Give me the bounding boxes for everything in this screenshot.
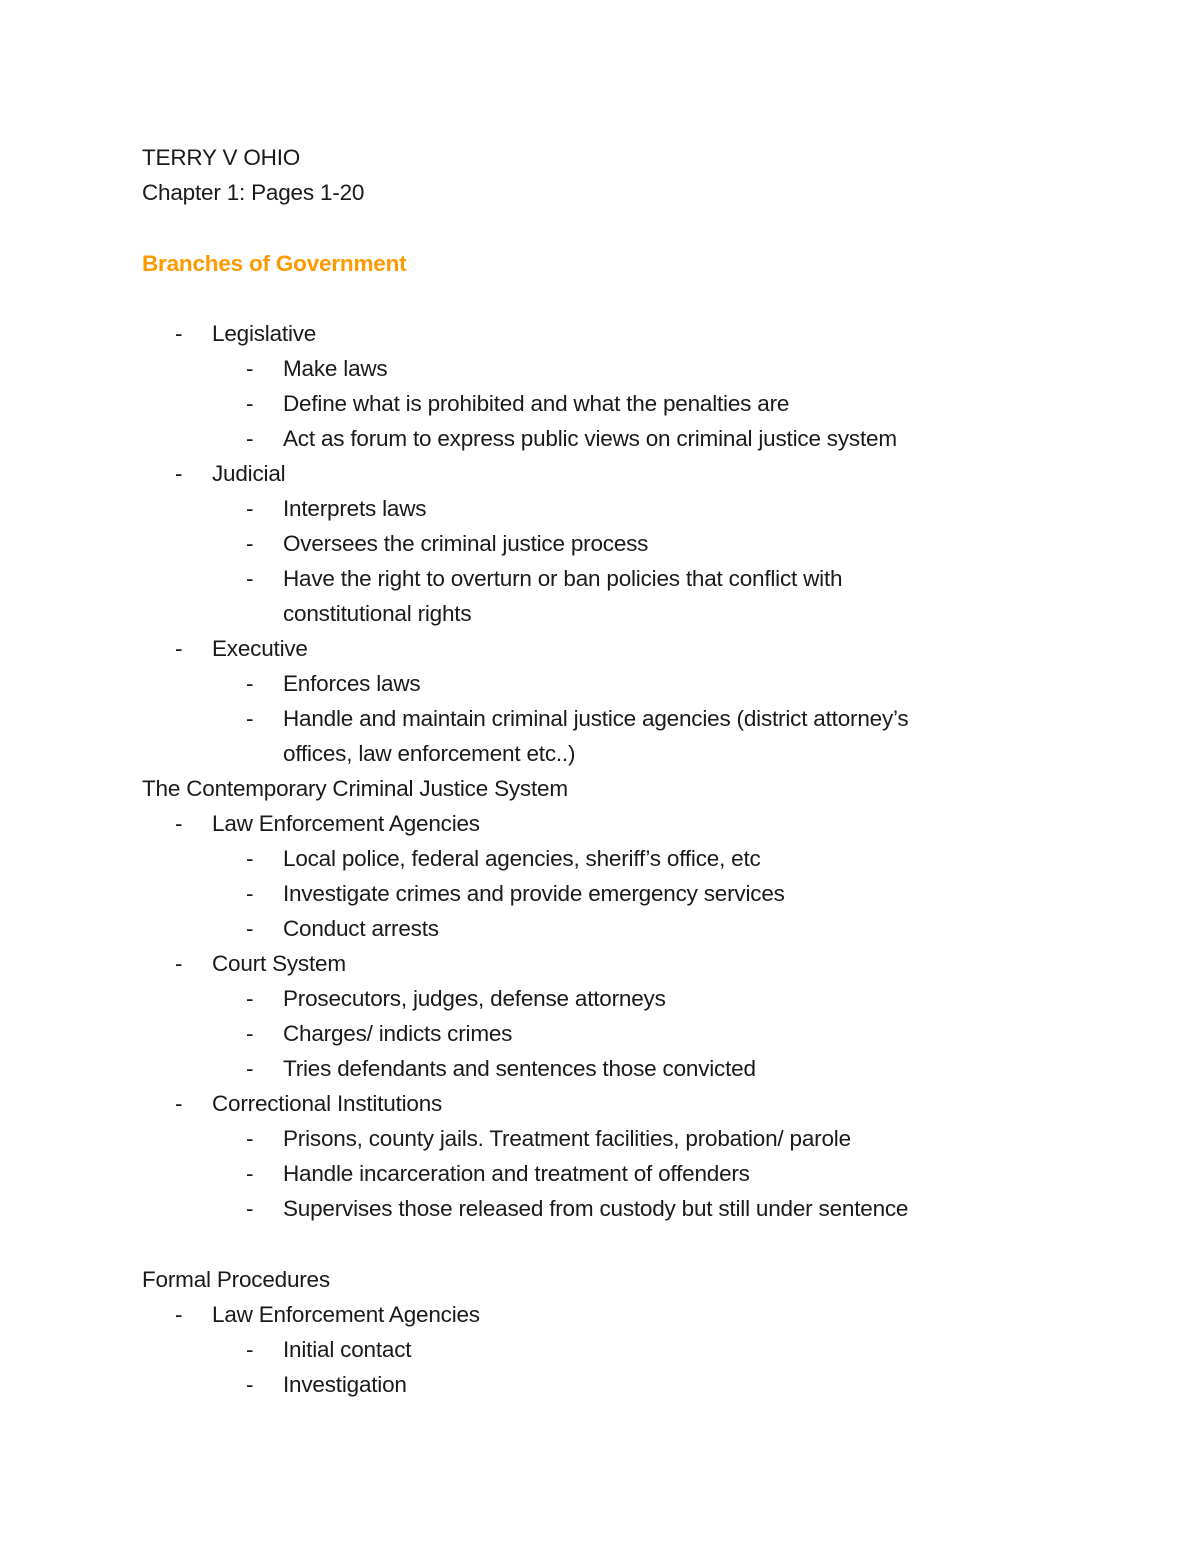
section-heading-contemporary: The Contemporary Criminal Justice System (142, 776, 568, 801)
bullet-dash: - (246, 1337, 254, 1362)
bullet-dash: - (246, 426, 254, 451)
list-subitem-text: Have the right to overturn or ban policies that conflict with (283, 566, 843, 591)
bullet-dash: - (246, 1126, 254, 1151)
bullet-dash: - (175, 321, 183, 346)
document-title: TERRY V OHIO (142, 145, 301, 170)
bullet-dash: - (246, 706, 254, 731)
list-subitem-text: Handle and maintain criminal justice agencies (district attorney’s (283, 706, 909, 731)
list-item-label: Correctional Institutions (212, 1091, 443, 1116)
bullet-dash: - (175, 951, 183, 976)
bullet-dash: - (246, 531, 254, 556)
bullet-dash: - (246, 986, 254, 1011)
list-subitem-text: Enforces laws (283, 671, 421, 696)
list-subitem-text: Tries defendants and sentences those convicted (283, 1056, 756, 1081)
list-item-label: Law Enforcement Agencies (212, 1302, 480, 1327)
bullet-dash: - (175, 461, 183, 486)
bullet-dash: - (246, 1021, 254, 1046)
bullet-dash: - (175, 811, 183, 836)
bullet-dash: - (246, 846, 254, 871)
bullet-dash: - (246, 1372, 254, 1397)
bullet-dash: - (246, 566, 254, 591)
bullet-dash: - (246, 1056, 254, 1081)
list-subitem-text: Local police, federal agencies, sheriff’s office, etc (283, 846, 761, 871)
bullet-dash: - (246, 496, 254, 521)
list-subitem-text: Define what is prohibited and what the penalties are (283, 391, 790, 416)
list-item-label: Legislative (212, 321, 317, 346)
list-subitem-text: Investigation (283, 1372, 407, 1397)
list-item-label: Judicial (212, 461, 286, 486)
document-subtitle: Chapter 1: Pages 1-20 (142, 180, 365, 205)
list-subitem-text: Make laws (283, 356, 388, 381)
list-subitem-continuation: constitutional rights (283, 601, 472, 626)
bullet-dash: - (246, 916, 254, 941)
list-subitem-text: Interprets laws (283, 496, 427, 521)
bullet-dash: - (175, 1091, 183, 1116)
bullet-dash: - (246, 1196, 254, 1221)
bullet-dash: - (246, 391, 254, 416)
list-subitem-text: Prosecutors, judges, defense attorneys (283, 986, 666, 1011)
bullet-dash: - (246, 356, 254, 381)
list-subitem-text: Supervises those released from custody but still under sentence (283, 1196, 909, 1221)
list-subitem-text: Charges/ indicts crimes (283, 1021, 513, 1046)
list-subitem-text: Conduct arrests (283, 916, 439, 941)
list-subitem-text: Handle incarceration and treatment of offenders (283, 1161, 750, 1186)
list-subitem-text: Act as forum to express public views on criminal justice system (283, 426, 897, 451)
list-item-label: Executive (212, 636, 308, 661)
bullet-dash: - (175, 1302, 183, 1327)
bullet-dash: - (246, 1161, 254, 1186)
list-subitem-text: Investigate crimes and provide emergency services (283, 881, 785, 906)
list-subitem-continuation: offices, law enforcement etc..) (283, 741, 576, 766)
list-item-label: Court System (212, 951, 346, 976)
list-subitem-text: Oversees the criminal justice process (283, 531, 649, 556)
list-subitem-text: Initial contact (283, 1337, 412, 1362)
bullet-dash: - (246, 671, 254, 696)
section-heading-branches: Branches of Government (142, 251, 407, 276)
section-heading-formal-procedures: Formal Procedures (142, 1267, 330, 1292)
bullet-dash: - (246, 881, 254, 906)
list-subitem-text: Prisons, county jails. Treatment facilities, probation/ parole (283, 1126, 851, 1151)
bullet-dash: - (175, 636, 183, 661)
list-item-label: Law Enforcement Agencies (212, 811, 480, 836)
